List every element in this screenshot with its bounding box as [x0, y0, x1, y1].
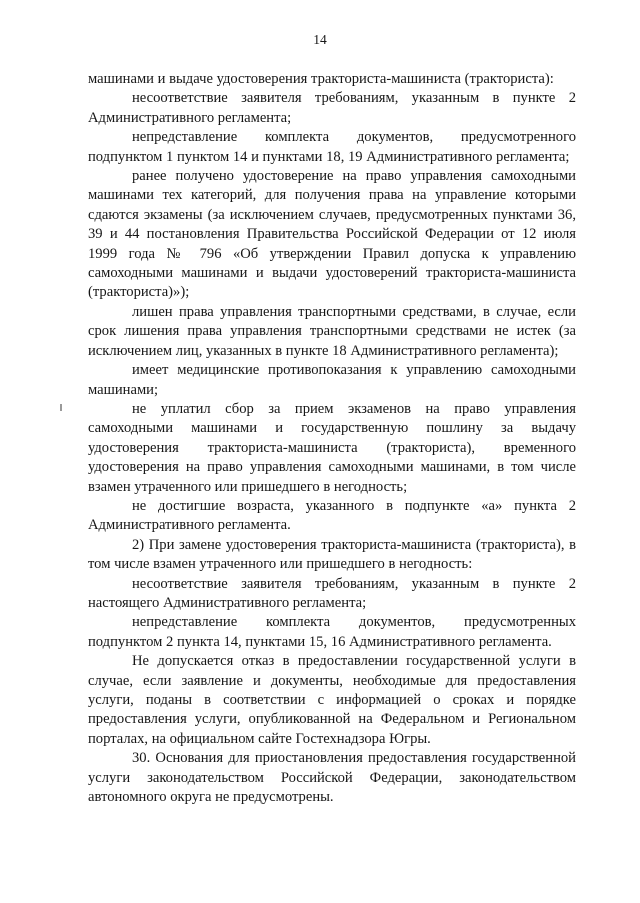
- paragraph: несоответствие заявителя требованиям, указанным в пункте 2 настоящего Административного регламента;: [88, 575, 576, 611]
- paragraph: несоответствие заявителя требованиям, указанным в пункте 2 Административного регламента;: [88, 90, 576, 126]
- paragraph: ранее получено удостоверение на право управления самоходными машинами тех категорий, для получения права на управление которыми сдаются экзамены (за исключением случаев, предусмотренных пунктами 36, 39 и 44 постановления Правительства Российской Федерации от 12 июля 1999 года № 796 «Об утверждении Правил допуска к управлению самоходными машинами и выдачи удостоверений тракториста-машиниста (тракториста)»);: [88, 168, 576, 301]
- paragraph: 30. Основания для приостановления предоставления государственной услуги законодательством Российской Федерации, законодательством автономного округа не предусмотрены.: [88, 750, 576, 806]
- paragraph: Не допускается отказ в предоставлении государственной услуги в случае, если заявление и документы, необходимые для предоставления услуги, поданы в соответствии с информацией о сроках и порядке предоставления услуги, опубликованной на Федеральном и Региональном порталах, на официальном сайте Гостехнадзора Югры.: [88, 653, 576, 747]
- paragraph: непредставление комплекта документов, предусмотренных подпунктом 2 пункта 14, пунктами 15, 16 Административного регламента.: [88, 614, 576, 650]
- paragraph: непредставление комплекта документов, предусмотренного подпунктом 1 пунктом 14 и пунктами 18, 19 Административного регламента;: [88, 129, 576, 165]
- paragraph: 2) При замене удостоверения тракториста-машиниста (тракториста), в том числе взамен утраченного или пришедшего в негодность:: [88, 536, 576, 573]
- paragraph: лишен права управления транспортными средствами, в случае, если срок лишения права управления транспортными средствами не истек (за исключением лиц, указанных в пункте 18 Административного регламента);: [88, 303, 576, 359]
- paragraph: не достигшие возраста, указанного в подпункте «а» пункта 2 Административного регламента.: [88, 497, 576, 534]
- document-body: [88, 70, 576, 807]
- scan-mark: [60, 404, 62, 411]
- paragraph: имеет медицинские противопоказания к управлению самоходными машинами;: [88, 362, 576, 398]
- page-number: 14: [313, 32, 327, 47]
- paragraph: машинами и выдаче удостоверения тракториста-машиниста (тракториста):: [88, 71, 554, 87]
- paragraph: не уплатил сбор за прием экзаменов на право управления самоходными машинами и государственную пошлину за выдачу удостоверения тракториста-машиниста (тракториста), временного удостоверения на право управления самоходными машинами, в том числе взамен утраченного или пришедшего в негодность;: [88, 400, 576, 495]
